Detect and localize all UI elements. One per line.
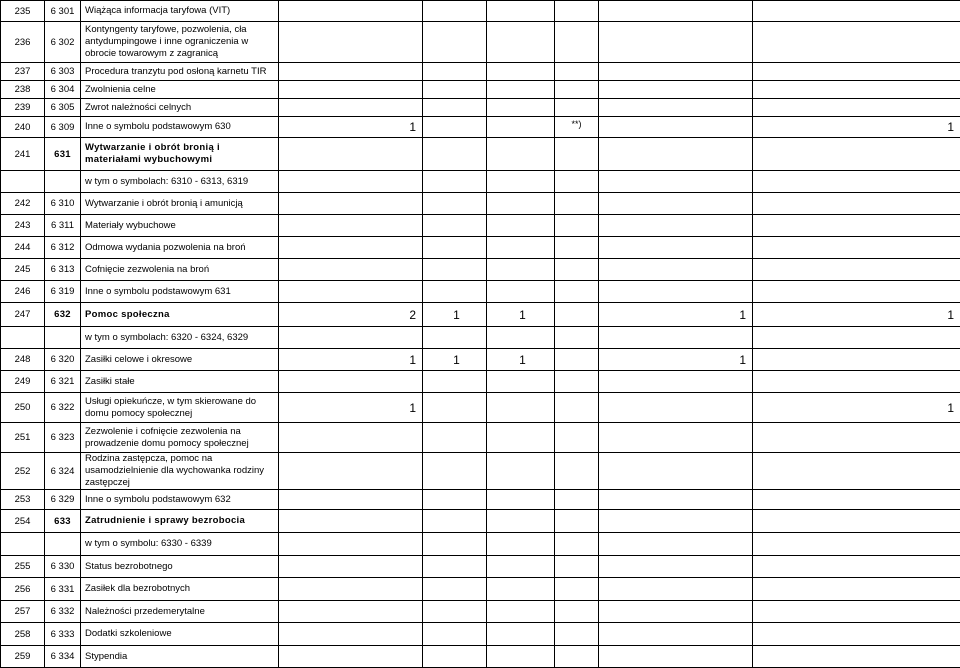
table-row — [1, 490, 960, 510]
row-number-cell: 259 — [1, 646, 45, 668]
value-cell-3 — [487, 423, 555, 453]
table-row — [1, 22, 960, 63]
value-cell-2 — [423, 601, 487, 623]
value-cell-6 — [753, 601, 960, 623]
value-cell-2 — [423, 327, 487, 349]
value-cell-6 — [753, 1, 960, 22]
row-number-cell: 243 — [1, 215, 45, 237]
value-cell-1 — [279, 22, 423, 63]
value-cell-3 — [487, 578, 555, 601]
value-cell-2 — [423, 578, 487, 601]
symbol-cell: 6 322 — [45, 393, 81, 423]
value-cell-3 — [487, 556, 555, 578]
value-cell-2: 1 — [423, 349, 487, 371]
value-cell-5 — [599, 327, 753, 349]
symbol-cell: 632 — [45, 303, 81, 327]
value-cell-1 — [279, 646, 423, 668]
value-cell-1 — [279, 99, 423, 117]
value-cell-3 — [487, 371, 555, 393]
value-cell-1 — [279, 1, 423, 22]
table-row — [1, 646, 960, 668]
table-row — [1, 371, 960, 393]
symbol-cell: 6 320 — [45, 349, 81, 371]
symbol-cell: 6 329 — [45, 490, 81, 510]
value-cell-6: 1 — [753, 393, 960, 423]
table-row — [1, 81, 960, 99]
row-number-cell: 246 — [1, 281, 45, 303]
value-cell-5: 1 — [599, 303, 753, 327]
value-cell-5 — [599, 533, 753, 556]
note-cell — [555, 533, 599, 556]
row-number-cell: 248 — [1, 349, 45, 371]
value-cell-3 — [487, 99, 555, 117]
row-number-cell: 258 — [1, 623, 45, 646]
note-cell — [555, 303, 599, 327]
value-cell-5 — [599, 623, 753, 646]
value-cell-2 — [423, 646, 487, 668]
note-cell — [555, 327, 599, 349]
description-cell: Zasiłek dla bezrobotnych — [81, 578, 279, 601]
description-cell: w tym o symbolu: 6330 - 6339 — [81, 533, 279, 556]
value-cell-1 — [279, 81, 423, 99]
note-cell — [555, 556, 599, 578]
note-cell — [555, 423, 599, 453]
note-cell — [555, 171, 599, 193]
table-row — [1, 453, 960, 490]
value-cell-6 — [753, 371, 960, 393]
note-cell — [555, 393, 599, 423]
symbol-cell: 6 312 — [45, 237, 81, 259]
table-row — [1, 237, 960, 259]
row-number-cell: 253 — [1, 490, 45, 510]
value-cell-5 — [599, 63, 753, 81]
table-row — [1, 349, 960, 371]
value-cell-6 — [753, 490, 960, 510]
value-cell-6 — [753, 193, 960, 215]
value-cell-6 — [753, 99, 960, 117]
note-cell — [555, 646, 599, 668]
note-cell — [555, 259, 599, 281]
description-cell: Rodzina zastępcza, pomoc na usamodzielnienie dla wychowanka rodziny zastępczej — [81, 453, 279, 490]
value-cell-6 — [753, 556, 960, 578]
description-cell: Wytwarzanie i obrót bronią i amunicją — [81, 193, 279, 215]
note-cell — [555, 371, 599, 393]
description-cell: Pomoc społeczna — [81, 303, 279, 327]
note-cell — [555, 601, 599, 623]
symbol-cell: 6 313 — [45, 259, 81, 281]
value-cell-5 — [599, 81, 753, 99]
description-cell: Wiążąca informacja taryfowa (VIT) — [81, 1, 279, 22]
value-cell-5 — [599, 556, 753, 578]
value-cell-2 — [423, 259, 487, 281]
description-cell: Dodatki szkoleniowe — [81, 623, 279, 646]
table-row — [1, 259, 960, 281]
row-number-cell — [1, 171, 45, 193]
value-cell-3 — [487, 490, 555, 510]
value-cell-3 — [487, 281, 555, 303]
note-cell — [555, 237, 599, 259]
value-cell-5 — [599, 393, 753, 423]
value-cell-6 — [753, 215, 960, 237]
value-cell-2 — [423, 237, 487, 259]
value-cell-5 — [599, 646, 753, 668]
note-cell — [555, 623, 599, 646]
table-row — [1, 99, 960, 117]
row-number-cell: 256 — [1, 578, 45, 601]
note-cell — [555, 22, 599, 63]
value-cell-1 — [279, 578, 423, 601]
value-cell-3 — [487, 601, 555, 623]
table-row — [1, 1, 960, 22]
value-cell-6 — [753, 623, 960, 646]
row-number-cell: 257 — [1, 601, 45, 623]
value-cell-1 — [279, 601, 423, 623]
description-cell: Cofnięcie zezwolenia na broń — [81, 259, 279, 281]
value-cell-1 — [279, 237, 423, 259]
description-cell: Procedura tranzytu pod osłoną karnetu TIR — [81, 63, 279, 81]
value-cell-3 — [487, 646, 555, 668]
table-row — [1, 601, 960, 623]
symbol-cell: 6 301 — [45, 1, 81, 22]
value-cell-1 — [279, 63, 423, 81]
row-number-cell: 252 — [1, 453, 45, 490]
value-cell-3: 1 — [487, 349, 555, 371]
row-number-cell: 249 — [1, 371, 45, 393]
value-cell-6: 1 — [753, 303, 960, 327]
value-cell-2 — [423, 393, 487, 423]
note-cell — [555, 138, 599, 171]
description-cell: Zwolnienia celne — [81, 81, 279, 99]
value-cell-1 — [279, 510, 423, 533]
value-cell-1 — [279, 327, 423, 349]
row-number-cell: 238 — [1, 81, 45, 99]
value-cell-2: 1 — [423, 303, 487, 327]
row-number-cell: 240 — [1, 117, 45, 138]
symbol-cell: 6 323 — [45, 423, 81, 453]
value-cell-5 — [599, 138, 753, 171]
value-cell-6 — [753, 81, 960, 99]
value-cell-6 — [753, 349, 960, 371]
value-cell-6 — [753, 423, 960, 453]
description-cell: w tym o symbolach: 6310 - 6313, 6319 — [81, 171, 279, 193]
value-cell-6 — [753, 578, 960, 601]
value-cell-2 — [423, 281, 487, 303]
value-cell-6 — [753, 453, 960, 490]
symbol-cell: 6 324 — [45, 453, 81, 490]
value-cell-1 — [279, 453, 423, 490]
value-cell-5 — [599, 371, 753, 393]
value-cell-3 — [487, 63, 555, 81]
value-cell-2 — [423, 22, 487, 63]
value-cell-2 — [423, 533, 487, 556]
symbol-cell: 6 330 — [45, 556, 81, 578]
description-cell: Zezwolenie i cofnięcie zezwolenia na prowadzenie domu pomocy społecznej — [81, 423, 279, 453]
value-cell-5 — [599, 578, 753, 601]
row-number-cell — [1, 533, 45, 556]
symbol-cell — [45, 171, 81, 193]
value-cell-1 — [279, 171, 423, 193]
description-cell: w tym o symbolach: 6320 - 6324, 6329 — [81, 327, 279, 349]
value-cell-1 — [279, 490, 423, 510]
note-cell — [555, 215, 599, 237]
note-cell — [555, 81, 599, 99]
value-cell-5 — [599, 237, 753, 259]
value-cell-2 — [423, 99, 487, 117]
value-cell-6 — [753, 237, 960, 259]
table-row — [1, 393, 960, 423]
value-cell-3 — [487, 215, 555, 237]
table-row — [1, 423, 960, 453]
table-row — [1, 623, 960, 646]
value-cell-5 — [599, 601, 753, 623]
row-number-cell: 251 — [1, 423, 45, 453]
value-cell-3 — [487, 171, 555, 193]
value-cell-6 — [753, 281, 960, 303]
value-cell-5 — [599, 215, 753, 237]
value-cell-6 — [753, 63, 960, 81]
symbol-cell: 6 333 — [45, 623, 81, 646]
value-cell-2 — [423, 623, 487, 646]
value-cell-3 — [487, 259, 555, 281]
value-cell-1 — [279, 623, 423, 646]
value-cell-3 — [487, 117, 555, 138]
value-cell-3 — [487, 533, 555, 556]
value-cell-1 — [279, 371, 423, 393]
value-cell-2 — [423, 81, 487, 99]
table-row — [1, 303, 960, 327]
value-cell-1 — [279, 533, 423, 556]
table-row — [1, 193, 960, 215]
value-cell-5 — [599, 259, 753, 281]
value-cell-2 — [423, 1, 487, 22]
value-cell-3 — [487, 138, 555, 171]
note-cell — [555, 349, 599, 371]
symbol-cell: 6 319 — [45, 281, 81, 303]
note-cell — [555, 281, 599, 303]
value-cell-1 — [279, 138, 423, 171]
description-cell: Stypendia — [81, 646, 279, 668]
note-cell — [555, 453, 599, 490]
description-cell: Materiały wybuchowe — [81, 215, 279, 237]
symbol-cell: 6 321 — [45, 371, 81, 393]
symbol-cell: 6 311 — [45, 215, 81, 237]
value-cell-1: 2 — [279, 303, 423, 327]
value-cell-3 — [487, 81, 555, 99]
row-number-cell: 250 — [1, 393, 45, 423]
row-number-cell: 241 — [1, 138, 45, 171]
value-cell-1: 1 — [279, 393, 423, 423]
description-cell: Usługi opiekuńcze, w tym skierowane do domu pomocy społecznej — [81, 393, 279, 423]
symbol-cell: 6 310 — [45, 193, 81, 215]
table-row — [1, 533, 960, 556]
value-cell-5 — [599, 281, 753, 303]
value-cell-6 — [753, 327, 960, 349]
symbol-cell — [45, 327, 81, 349]
value-cell-3 — [487, 193, 555, 215]
symbol-cell: 631 — [45, 138, 81, 171]
description-cell: Inne o symbolu podstawowym 632 — [81, 490, 279, 510]
value-cell-3 — [487, 393, 555, 423]
value-cell-5 — [599, 117, 753, 138]
row-number-cell: 235 — [1, 1, 45, 22]
description-cell: Kontyngenty taryfowe, pozwolenia, cła antydumpingowe i inne ograniczenia w obrocie towarowym z zagranicą — [81, 22, 279, 63]
value-cell-5 — [599, 99, 753, 117]
value-cell-5 — [599, 193, 753, 215]
note-cell — [555, 578, 599, 601]
symbol-cell: 6 331 — [45, 578, 81, 601]
value-cell-1 — [279, 193, 423, 215]
note-cell — [555, 490, 599, 510]
value-cell-6 — [753, 510, 960, 533]
row-number-cell: 242 — [1, 193, 45, 215]
value-cell-2 — [423, 193, 487, 215]
value-cell-2 — [423, 215, 487, 237]
table-row — [1, 327, 960, 349]
value-cell-6 — [753, 138, 960, 171]
value-cell-5: 1 — [599, 349, 753, 371]
value-cell-5 — [599, 22, 753, 63]
description-cell: Wytwarzanie i obrót bronią i materiałami wybuchowymi — [81, 138, 279, 171]
description-cell: Inne o symbolu podstawowym 630 — [81, 117, 279, 138]
table-row — [1, 117, 960, 138]
description-cell: Zasiłki celowe i okresowe — [81, 349, 279, 371]
symbol-cell: 6 304 — [45, 81, 81, 99]
value-cell-3 — [487, 237, 555, 259]
value-cell-5 — [599, 453, 753, 490]
description-cell: Zatrudnienie i sprawy bezrobocia — [81, 510, 279, 533]
value-cell-3 — [487, 453, 555, 490]
row-number-cell — [1, 327, 45, 349]
value-cell-6: 1 — [753, 117, 960, 138]
table-row — [1, 556, 960, 578]
row-number-cell: 236 — [1, 22, 45, 63]
value-cell-6 — [753, 533, 960, 556]
value-cell-6 — [753, 259, 960, 281]
row-number-cell: 237 — [1, 63, 45, 81]
value-cell-5 — [599, 171, 753, 193]
value-cell-1: 1 — [279, 117, 423, 138]
table-row — [1, 215, 960, 237]
value-cell-2 — [423, 490, 487, 510]
table-row — [1, 171, 960, 193]
symbol-cell — [45, 533, 81, 556]
value-cell-3 — [487, 623, 555, 646]
value-cell-1 — [279, 259, 423, 281]
value-cell-3: 1 — [487, 303, 555, 327]
value-cell-1 — [279, 556, 423, 578]
symbol-cell: 6 305 — [45, 99, 81, 117]
description-cell: Zwrot należności celnych — [81, 99, 279, 117]
table-row — [1, 578, 960, 601]
table-row — [1, 510, 960, 533]
value-cell-2 — [423, 117, 487, 138]
value-cell-2 — [423, 510, 487, 533]
note-cell — [555, 63, 599, 81]
row-number-cell: 247 — [1, 303, 45, 327]
value-cell-5 — [599, 510, 753, 533]
value-cell-2 — [423, 556, 487, 578]
value-cell-1 — [279, 423, 423, 453]
value-cell-6 — [753, 171, 960, 193]
row-number-cell: 255 — [1, 556, 45, 578]
value-cell-3 — [487, 510, 555, 533]
symbol-cell: 6 303 — [45, 63, 81, 81]
value-cell-2 — [423, 371, 487, 393]
table-row — [1, 63, 960, 81]
note-cell — [555, 510, 599, 533]
value-cell-5 — [599, 423, 753, 453]
value-cell-1 — [279, 215, 423, 237]
value-cell-5 — [599, 490, 753, 510]
note-cell — [555, 1, 599, 22]
value-cell-5 — [599, 1, 753, 22]
description-cell: Status bezrobotnego — [81, 556, 279, 578]
value-cell-6 — [753, 646, 960, 668]
value-cell-2 — [423, 453, 487, 490]
symbol-cell: 6 332 — [45, 601, 81, 623]
symbol-cell: 6 309 — [45, 117, 81, 138]
row-number-cell: 245 — [1, 259, 45, 281]
value-cell-1: 1 — [279, 349, 423, 371]
symbol-cell: 6 302 — [45, 22, 81, 63]
value-cell-2 — [423, 171, 487, 193]
note-cell — [555, 99, 599, 117]
symbol-cell: 633 — [45, 510, 81, 533]
row-number-cell: 239 — [1, 99, 45, 117]
value-cell-1 — [279, 281, 423, 303]
row-number-cell: 244 — [1, 237, 45, 259]
value-cell-6 — [753, 22, 960, 63]
value-cell-2 — [423, 138, 487, 171]
description-cell: Odmowa wydania pozwolenia na broń — [81, 237, 279, 259]
description-cell: Inne o symbolu podstawowym 631 — [81, 281, 279, 303]
description-cell: Zasiłki stałe — [81, 371, 279, 393]
value-cell-2 — [423, 63, 487, 81]
description-cell: Należności przedemerytalne — [81, 601, 279, 623]
row-number-cell: 254 — [1, 510, 45, 533]
value-cell-3 — [487, 22, 555, 63]
value-cell-3 — [487, 1, 555, 22]
value-cell-2 — [423, 423, 487, 453]
table-row — [1, 281, 960, 303]
note-cell: **) — [555, 117, 599, 138]
symbol-cell: 6 334 — [45, 646, 81, 668]
value-cell-3 — [487, 327, 555, 349]
table-row — [1, 138, 960, 171]
note-cell — [555, 193, 599, 215]
